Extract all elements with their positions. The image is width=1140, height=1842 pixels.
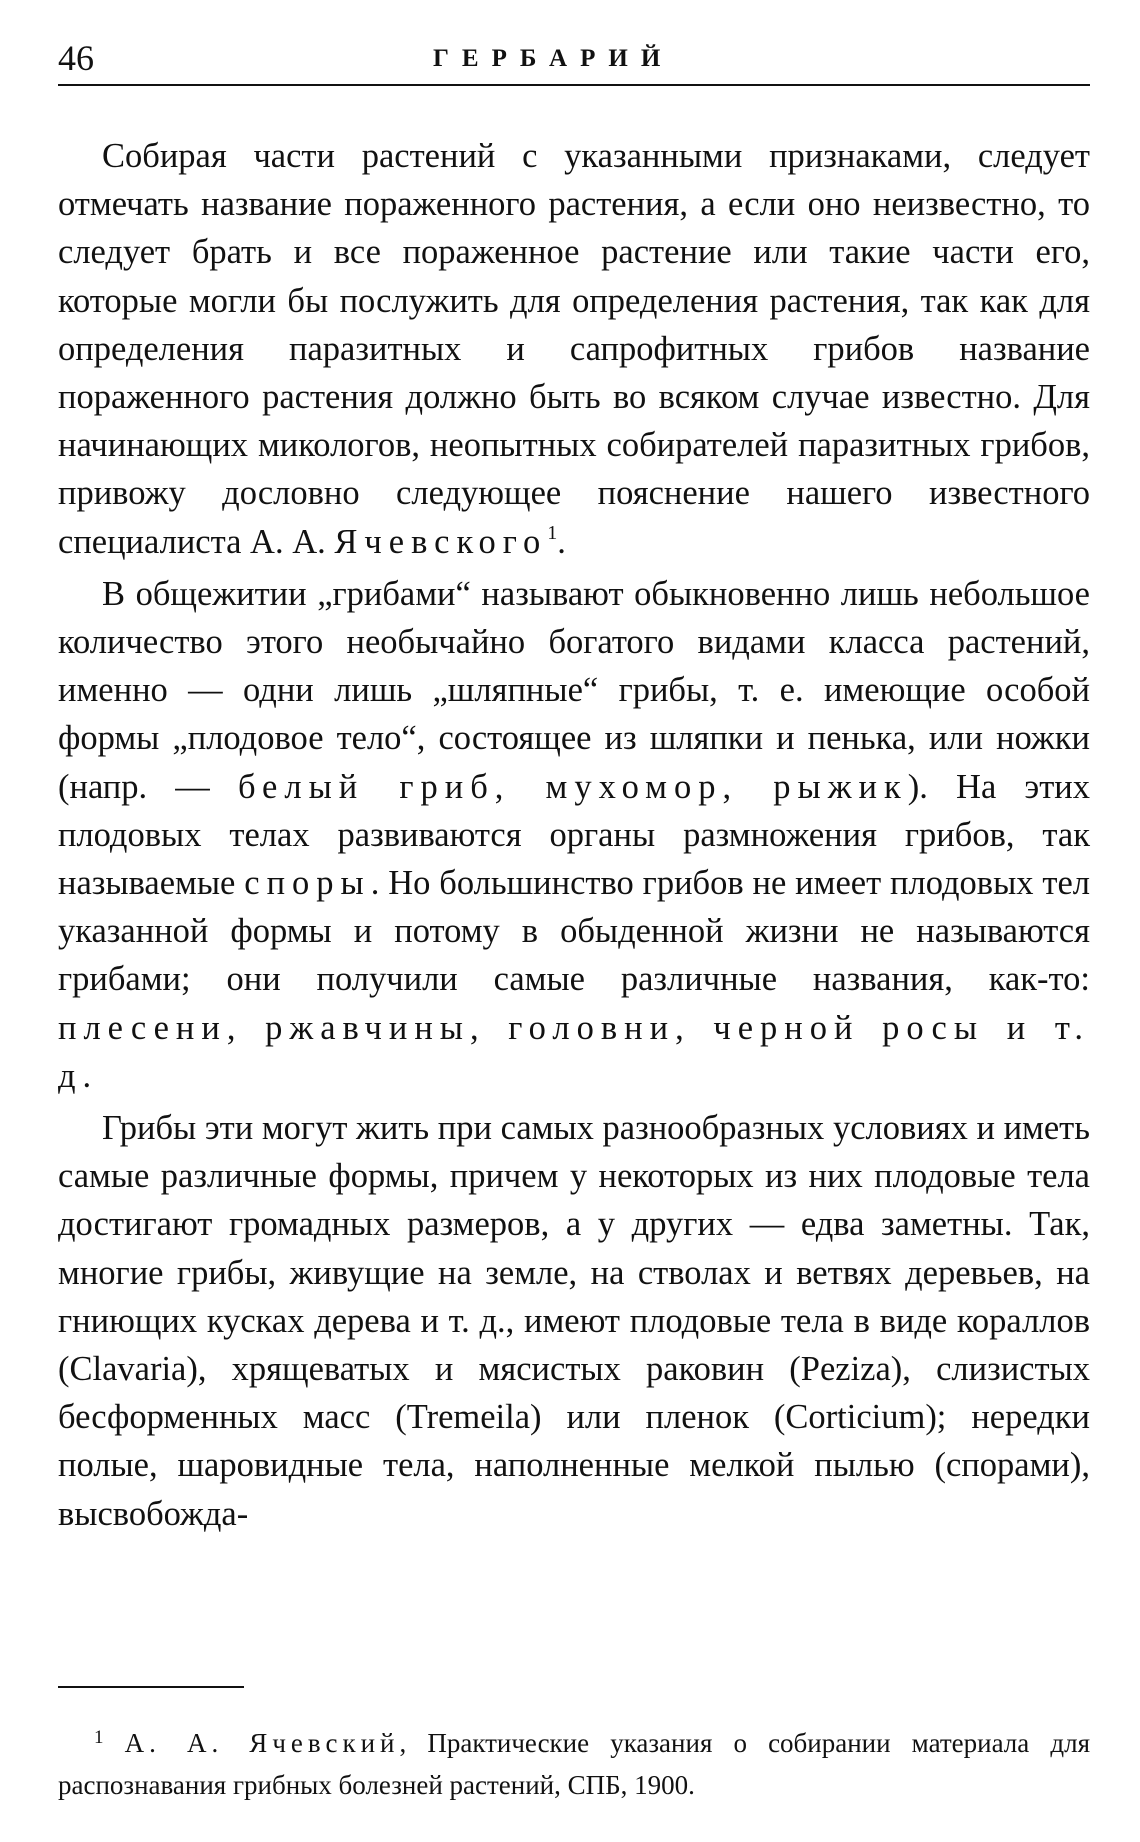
emphasis-spores: споры: [244, 864, 371, 903]
header-rule: [58, 84, 1090, 86]
footnote-number: 1: [94, 1727, 104, 1748]
emphasis-fungus-names: плесени, ржавчины, головни, черной росы и т. д.: [58, 1008, 1090, 1095]
footnote: [58, 1722, 1090, 1806]
body-text: [58, 132, 1090, 1538]
text-span: Собирая части растений с указанными признаками, следует отмечать название пораженного растения, а если оно неизвестно, то следует брать и все пораженное растение или такие части его, которые могли бы послужить для определения растения, так как для определения паразитных и сапрофитных грибов название пораженного растения должно быть во всяком случае известно. Для начинающих микологов, неопытных собирателей паразитных грибов, привожу дословно следующее пояснение нашего известного специалиста А. А.: [58, 137, 1090, 561]
paragraph-collecting-instructions: [58, 132, 1090, 566]
author-name-spaced: Ячевского: [334, 522, 548, 561]
text-span: ). На этих плодовых телах развиваются органы размножения грибов, так называемые: [58, 767, 1090, 903]
text-span: .: [557, 522, 566, 561]
page-number: 46: [58, 38, 94, 78]
paragraph-fungus-forms: [58, 1104, 1090, 1538]
running-head: ГЕРБАРИЙ: [433, 45, 674, 72]
paragraph-quote-mushrooms: [58, 570, 1090, 1100]
footnote-author: А. А. Ячевский: [124, 1728, 400, 1758]
text-span: . Но большинство грибов не имеет плодовых тел указанной формы и потому в обыденной жизни не называются грибами; они получили самые различные названия, как-то:: [58, 864, 1090, 999]
footnote-rule: [58, 1686, 244, 1688]
footnote-text: , Практические указания о собирании материала для распознавания грибных болезней растений, СПБ, 1900.: [58, 1728, 1091, 1800]
emphasis-examples: белый гриб, мухомор, рыжик: [237, 767, 908, 806]
page-header: [58, 36, 1090, 84]
text-span: Грибы эти могут жить при самых разнообразных условиях и иметь самые различные формы, причем у некоторых из них плодовые тела достигают громадных размеров, а у других — едва заметны. Так, многие грибы, живущие на земле, на стволах и ветвях деревьев, на гниющих кусках дерева и т. д., имеют плодовые тела в виде кораллов (Clavaria), хрящеватых и мясистых раковин (Peziza), слизистых бесформенных масс (Tremeila) или пленок (Corticium); нередки полые, шаровидные тела, наполненные мелкой пылью (спорами), высвобожда-: [58, 1109, 1090, 1533]
footnote-ref: 1: [547, 521, 558, 544]
text-span: В общежитии „грибами“ называют обыкновенно лишь небольшое количество этого необычайно богатого видами класса растений, именно — одни лишь „шляпные“ грибы, т. е. имеющие особой формы „плодовое тело“, состоящее из шляпки и пенька, или ножки (напр. —: [58, 574, 1090, 806]
